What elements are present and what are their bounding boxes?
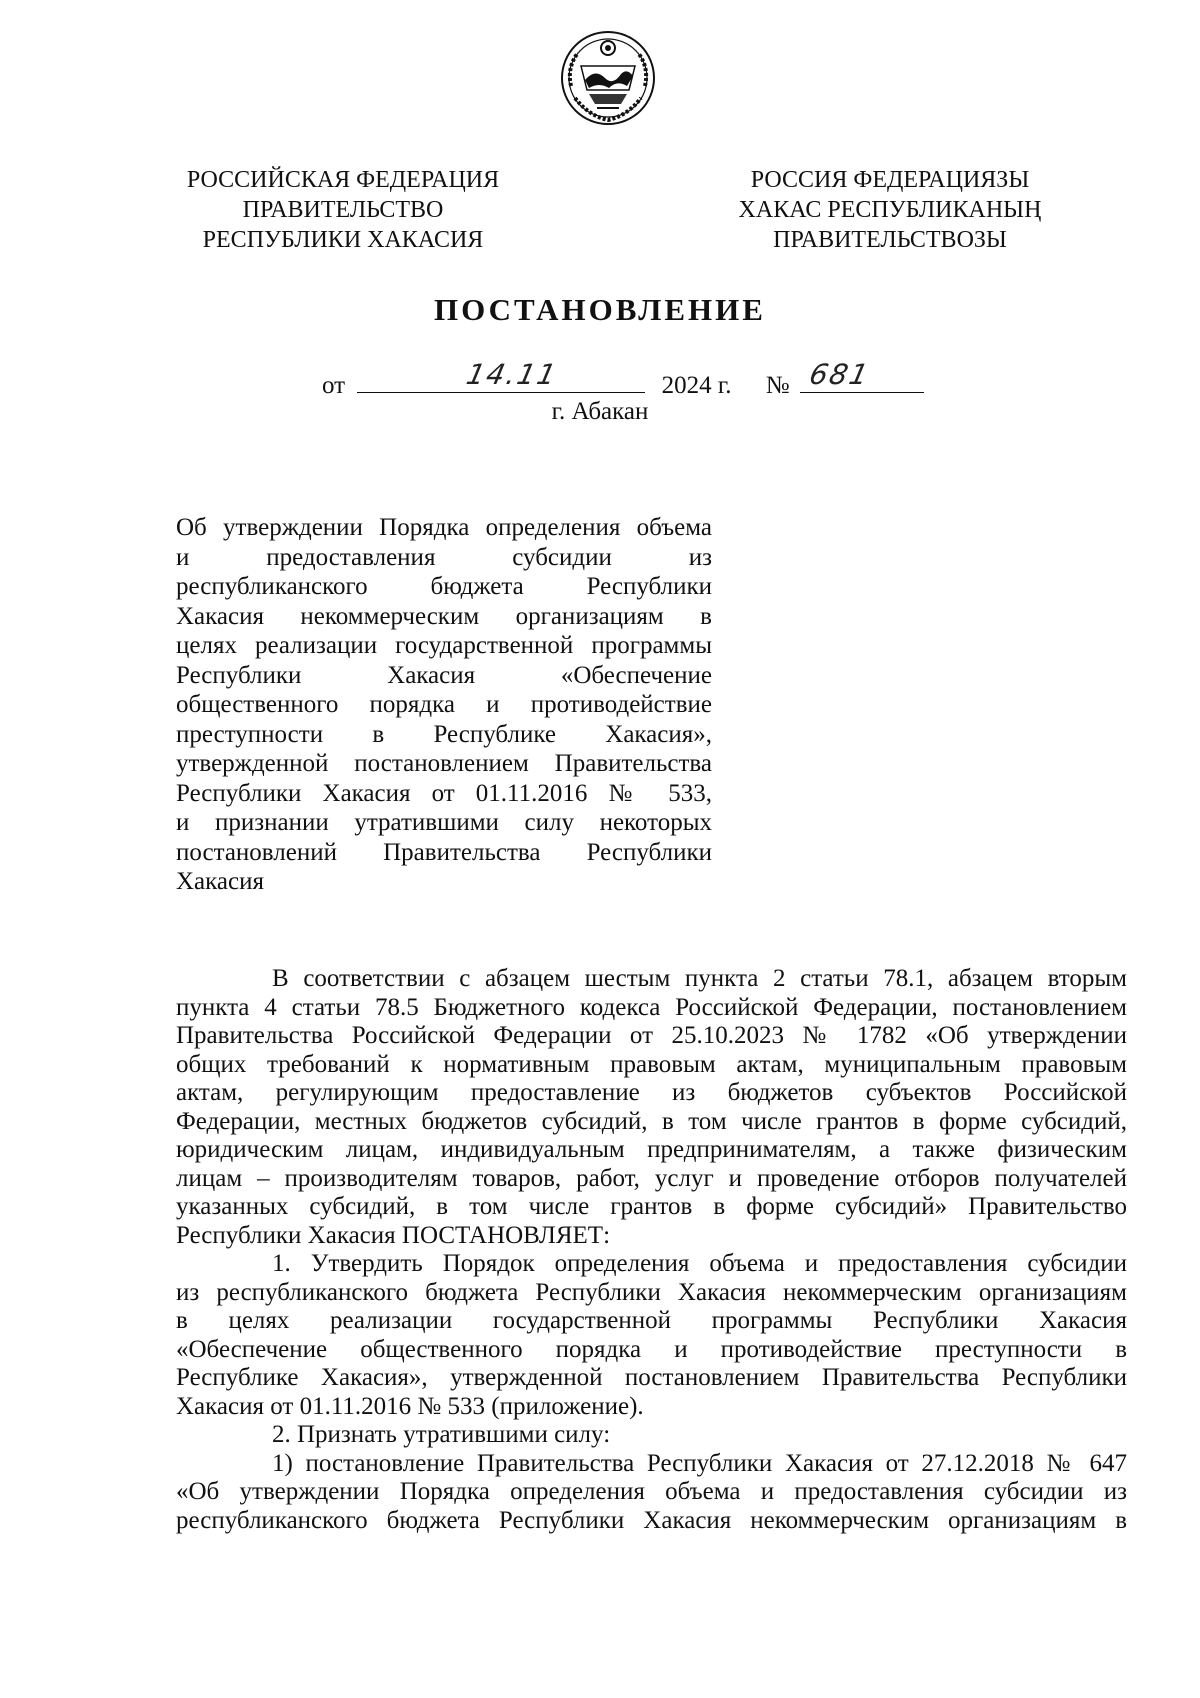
body-line: из республиканского бюджета Республики Хакасия некоммерческим организациям <box>176 1278 1127 1306</box>
body-line: в целях реализации государственной программы Республики Хакасия <box>176 1307 1127 1334</box>
body-line: лицам – производителям товаров, работ, услуг и проведение отборов получателей <box>176 1164 1127 1192</box>
body-line: Правительства Российской Федерации от 25.10.2023 № 1782 «Об утверждении <box>176 1022 1127 1049</box>
subject-line: Об утверждении Порядка определения объема <box>176 514 712 541</box>
header-left <box>178 165 508 255</box>
header-right-line: ПРАВИТЕЛЬСТВОЗЫ <box>773 227 1007 253</box>
body-line: 1. Утвердить Порядок определения объема и предоставления субсидии <box>272 1250 1127 1277</box>
date-line <box>322 358 924 400</box>
year-label: 2024 г. <box>661 372 732 399</box>
subject-line: Республики Хакасия от 01.11.2016 № 533, <box>176 779 712 807</box>
handwritten-date: 14.11 <box>463 358 562 391</box>
subject-line: республиканского бюджета Республики <box>176 573 712 600</box>
body-line: указанных субсидий, в том числе грантов в форме субсидий» Правительство <box>176 1193 1127 1220</box>
body-line: общих требований к нормативным правовым актам, муниципальным правовым <box>176 1050 1127 1078</box>
subject-line: преступности в Республике Хакасия», <box>176 720 712 748</box>
body-line: Федерации, местных бюджетов субсидий, в том числе грантов в форме субсидий, <box>176 1107 1127 1135</box>
coat-of-arms-emblem <box>559 28 657 128</box>
subject-line: Хакасия <box>176 868 264 895</box>
header-right-line: РОССИЯ ФЕДЕРАЦИЯЗЫ <box>750 167 1030 193</box>
body-line: юридическим лицам, индивидуальным предпринимателям, а также физическим <box>176 1136 1127 1163</box>
header-left-line: ПРАВИТЕЛЬСТВО <box>242 197 444 223</box>
body-line: Хакасия от 01.11.2016 № 533 (приложение). <box>176 1392 644 1420</box>
document-title: ПОСТАНОВЛЕНИЕ <box>434 292 766 327</box>
subject-line: целях реализации государственной программы <box>176 632 712 659</box>
subject-block <box>176 513 712 897</box>
header-right-line: ХАКАС РЕСПУБЛИКАНЫҢ <box>738 197 1042 223</box>
body-line: Республике Хакасия», утвержденной постановлением Правительства Республики <box>176 1364 1127 1391</box>
subject-line: и признании утратившими силу некоторых <box>176 809 712 836</box>
subject-line: общественного порядка и противодействие <box>176 691 712 718</box>
body-line: 2. Признать утратившими силу: <box>272 1421 611 1448</box>
date-field <box>357 358 645 393</box>
header-right <box>725 165 1055 255</box>
body-line: 1) постановление Правительства Республики Хакасия от 27.12.2018 № 647 <box>272 1449 1127 1477</box>
body-line: Республики Хакасия ПОСТАНОВЛЯЕТ: <box>176 1221 611 1249</box>
subject-line: постановлений Правительства Республики <box>176 838 712 866</box>
subject-line: Хакасия некоммерческим организациям в <box>176 602 712 630</box>
body-line: В соответствии с абзацем шестым пункта 2 статьи 78.1, абзацем вторым <box>272 965 1127 992</box>
handwritten-number: 681 <box>806 358 873 391</box>
body-line: «Об утверждении Порядка определения объема и предоставления субсидии из <box>176 1478 1127 1505</box>
from-label: от <box>322 372 346 399</box>
body-line: актам, регулирующим предоставление из бюджетов субъектов Российской <box>176 1079 1127 1106</box>
header-left-line: РОССИЙСКАЯ ФЕДЕРАЦИЯ <box>186 167 500 193</box>
body-line: республиканского бюджета Республики Хакасия некоммерческим организациям в <box>176 1506 1127 1534</box>
body-line: пункта 4 статьи 78.5 Бюджетного кодекса Российской Федерации, постановлением <box>176 993 1127 1021</box>
header-left-line: РЕСПУБЛИКИ ХАКАСИЯ <box>202 227 484 253</box>
city: г. Абакан <box>551 398 649 425</box>
body-text <box>176 965 1127 1535</box>
subject-line: и предоставления субсидии из <box>176 543 712 571</box>
subject-line: Республики Хакасия «Обеспечение <box>176 661 712 689</box>
number-field <box>800 358 924 393</box>
number-label: № <box>765 372 790 399</box>
body-line: «Обеспечение общественного порядка и противодействие преступности в <box>176 1335 1127 1363</box>
subject-line: утвержденной постановлением Правительства <box>176 750 712 777</box>
